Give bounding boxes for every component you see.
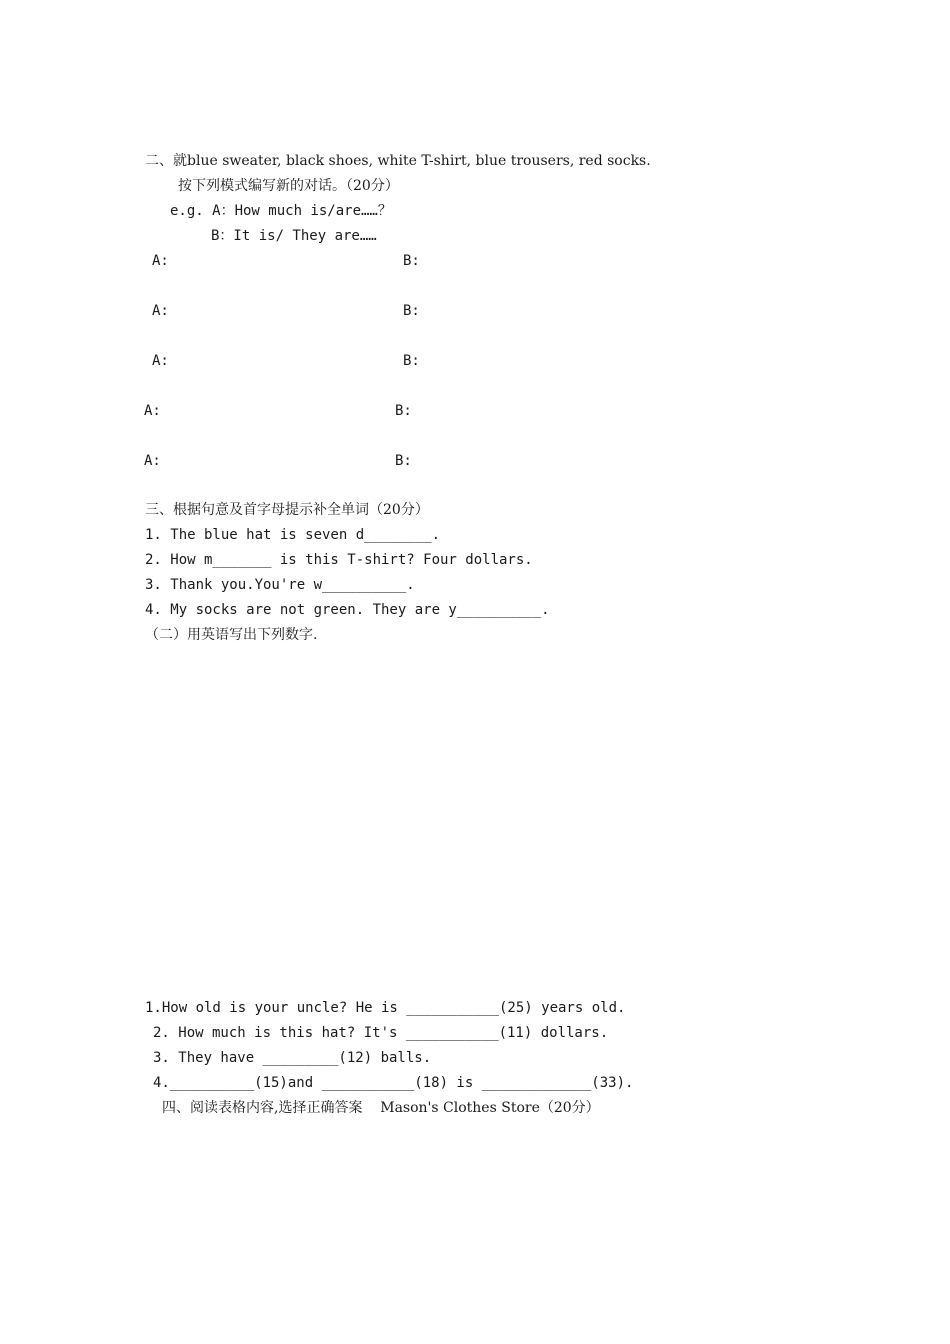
dialog-b-label: B: [395, 403, 412, 419]
fill-item: 2. How m_______ is this T-shirt? Four dollars. [145, 552, 533, 568]
fill-item: 4. My socks are not green. They are y__________. [145, 602, 550, 618]
number-item: 2. How much is this hat? It's ___________(11) dollars. [153, 1025, 609, 1041]
section2-title-line2: 按下列模式编写新的对话。（20分） [178, 178, 399, 194]
number-item: 1.How old is your uncle? He is ___________(25) years old. [145, 1000, 626, 1016]
section3-title: 三、根据句意及首字母提示补全单词（20分） [145, 502, 429, 518]
section2-title-line1: 二、就blue sweater, black shoes, white T-shirt, blue trousers, red socks. [145, 153, 651, 169]
numbers-subtitle: （二）用英语写出下列数字. [145, 627, 318, 643]
example-line-a: e.g. A：How much is/are……？ [170, 203, 392, 219]
dialog-b-label: B: [403, 353, 420, 369]
dialog-a-label: A: [152, 253, 169, 269]
example-line-b: B：It is/ They are…… [211, 228, 377, 244]
fill-item: 1. The blue hat is seven d________. [145, 527, 441, 543]
dialog-b-label: B: [403, 253, 420, 269]
dialog-b-label: B: [403, 303, 420, 319]
number-item: 3. They have _________(12) balls. [153, 1050, 432, 1066]
fill-item: 3. Thank you.You're w__________. [145, 577, 415, 593]
dialog-a-label: A: [144, 453, 161, 469]
dialog-a-label: A: [152, 303, 169, 319]
number-item: 4.__________(15)and ___________(18) is _____________(33). [153, 1075, 634, 1091]
dialog-a-label: A: [152, 353, 169, 369]
section4-title: 四、阅读表格内容,选择正确答案 Mason's Clothes Store（20分） [162, 1100, 600, 1116]
dialog-b-label: B: [395, 453, 412, 469]
dialog-a-label: A: [144, 403, 161, 419]
